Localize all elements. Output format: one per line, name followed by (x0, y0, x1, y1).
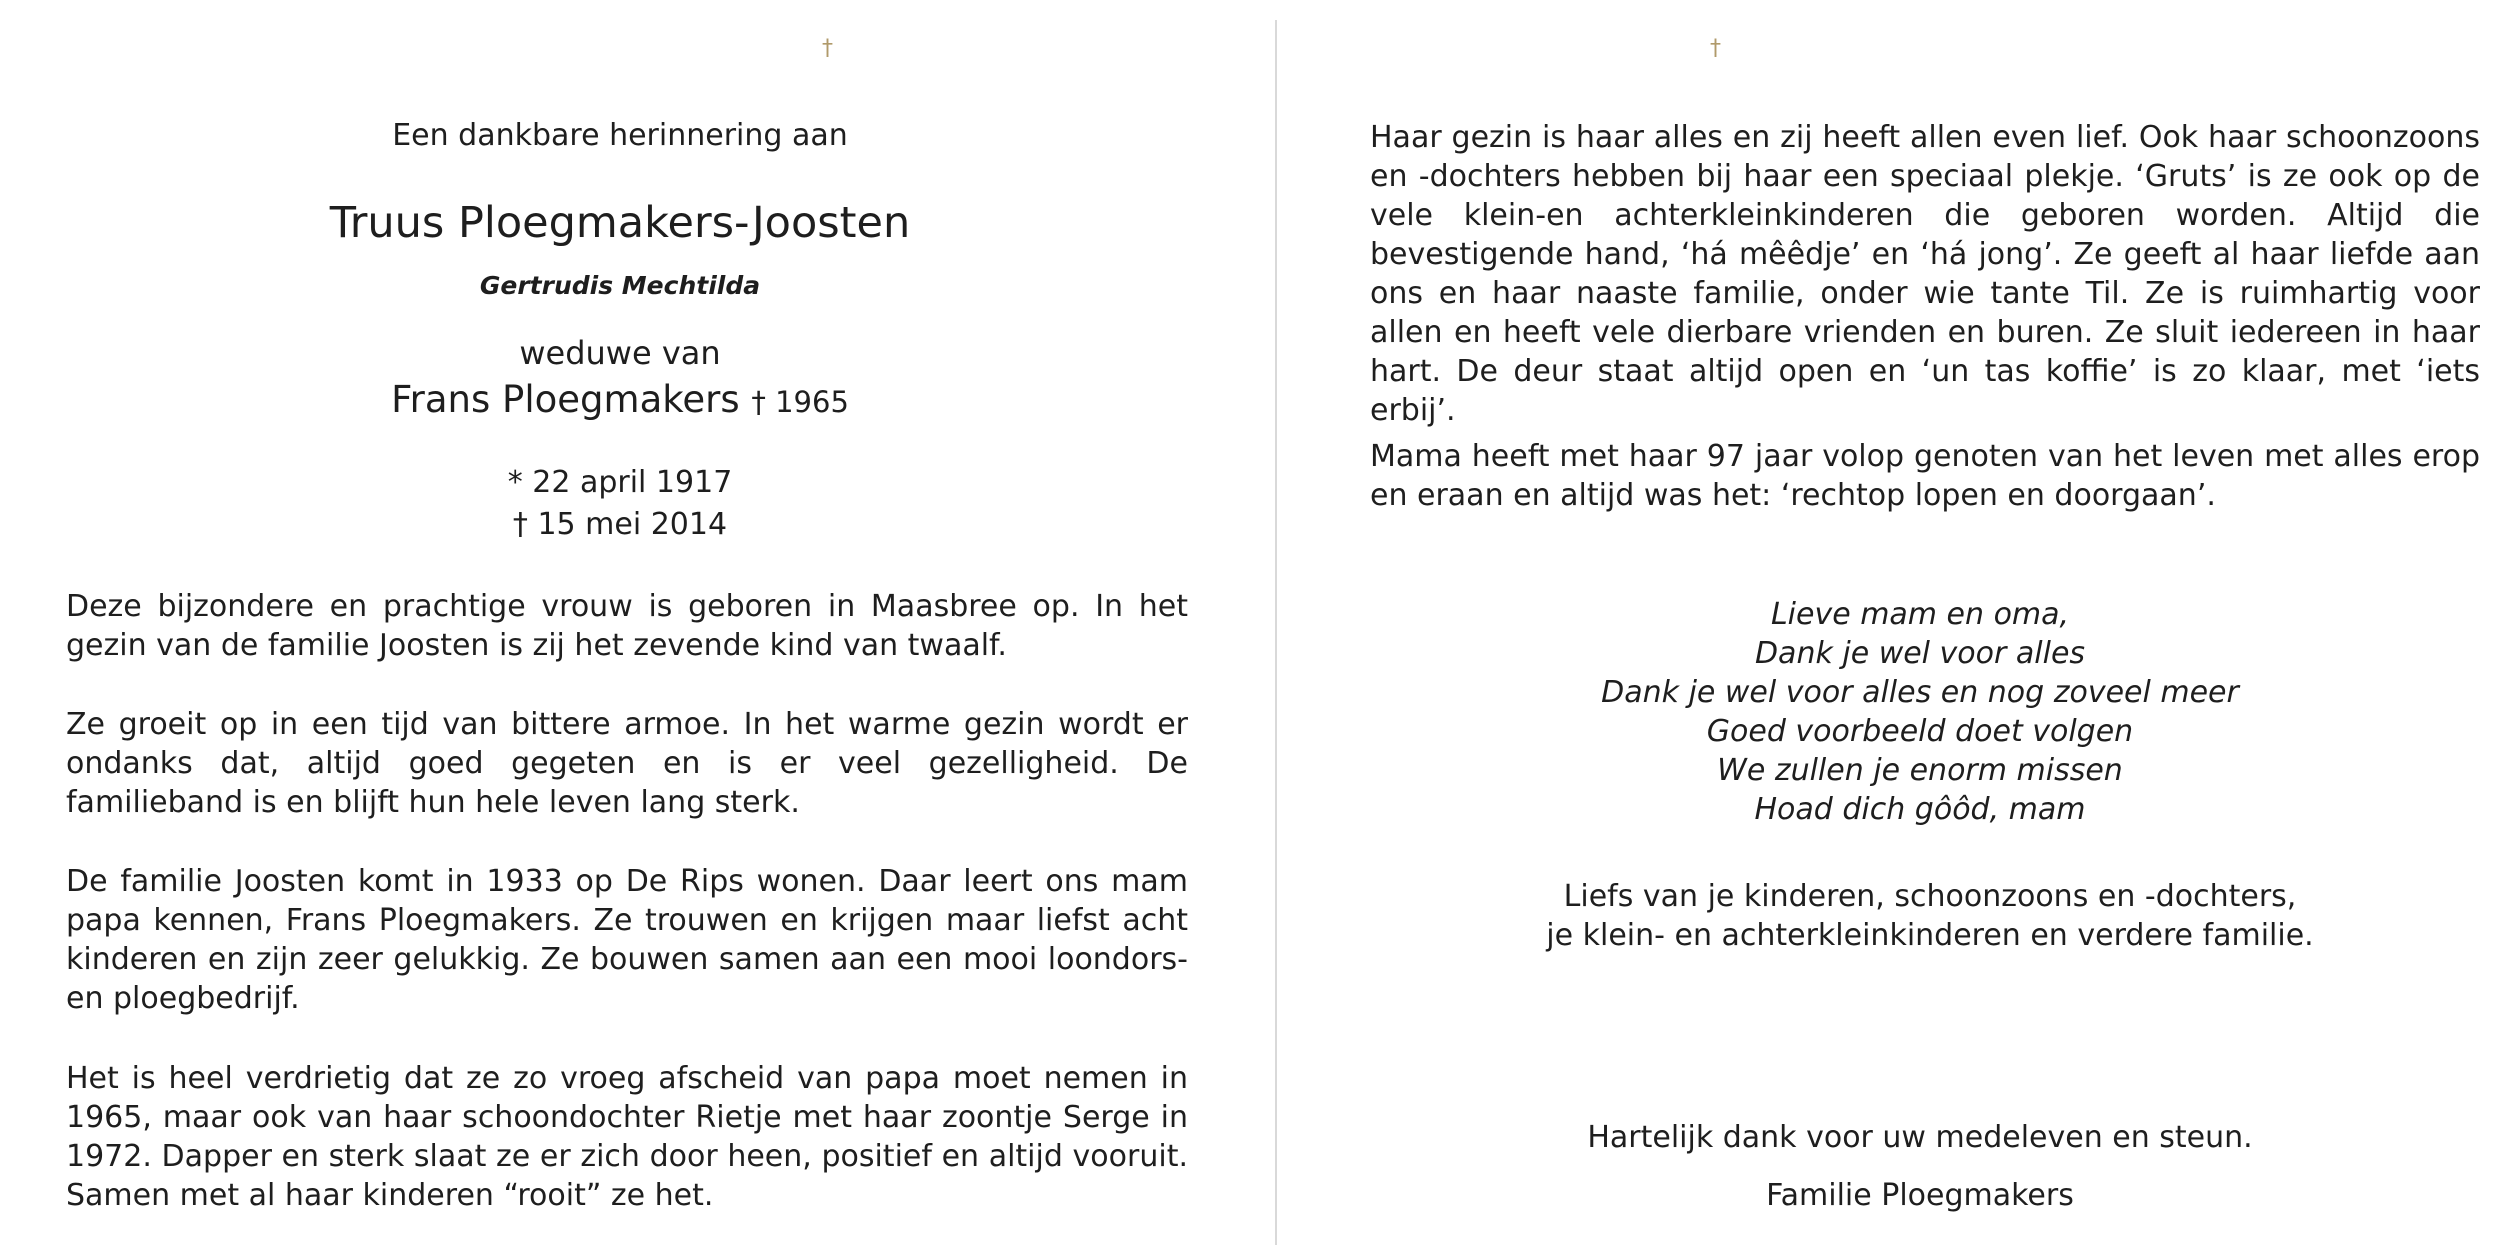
poem-line: Hoad dich gôôd, mam (1754, 792, 2086, 827)
life-dates (330, 462, 910, 546)
biography-paragraph: Deze bijzondere en prachtige vrouw is geboren in Maasbree op. In het gezin van de familie Joosten is zij het zevende kind van twaalf. (66, 589, 1188, 663)
closing-line: je klein- en achterkleinkinderen en verdere familie. (1546, 918, 2314, 953)
given-names: Gertrudis Mechtilda (479, 271, 761, 300)
biography-paragraph: Haar gezin is haar alles en zij heeft allen even lief. Ook haar schoonzoons en -dochters hebben bij haar een speciaal plekje. ‘Gruts’ is ze ook op de vele klein-en achterkleinkinderen die geboren worden. Altijd die bevestigende hand, ‘há mêêdje’ en ‘há jong’. Ze geeft al haar liefde aan ons en haar naaste familie, onder wie tante Til. Ze is ruimhartig voor allen en heeft vele dierbare vrienden en buren. Ze sluit iedereen in haar hart. De deur staat altijd open en ‘un tas koffie’ is zo klaar, met ‘iets erbij’. (1370, 120, 2480, 428)
husband-death-year: † 1965 (751, 385, 849, 419)
biography-paragraph: Mama heeft met haar 97 jaar volop genoten van het leven met alles erop en eraan en altijd was het: ‘rechtop lopen en doorgaan’. (1370, 439, 2480, 513)
poem-line: Lieve mam en oma, (1770, 597, 2070, 632)
cross-icon: † (1710, 36, 1721, 61)
biography-paragraph: Ze groeit op in een tijd van bittere armoe. In het warme gezin wordt er ondanks dat, altijd goed gegeten en is er veel gezelligheid. De familieband is en blijft hun hele leven lang sterk. (66, 707, 1188, 820)
closing-message (1380, 877, 2480, 955)
deceased-name: Truus Ploegmakers-Joosten (329, 198, 911, 248)
right-page (1280, 0, 2499, 1254)
poem (1580, 595, 2260, 829)
thanks-line: Hartelijk dank voor uw medeleven en steun. (1587, 1120, 2253, 1155)
husband-line (180, 378, 1060, 421)
biography-paragraph: Het is heel verdrietig dat ze zo vroeg afscheid van papa moet nemen in 1965, maar ook van haar schoondochter Rietje met haar zoontje Serge in 1972. Dapper en sterk slaat ze er zich door heen, positief en altijd vooruit. Samen met al haar kinderen “rooit” ze het. (66, 1061, 1188, 1213)
poem-line: We zullen je enorm missen (1717, 753, 2123, 788)
poem-line: Dank je wel voor alles en nog zoveel meer (1601, 675, 2239, 710)
poem-line: Dank je wel voor alles (1754, 636, 2086, 671)
intro-line: Een dankbare herinnering aan (392, 118, 848, 153)
closing-line: Liefs van je kinderen, schoonzoons en -dochters, (1563, 879, 2297, 914)
birth-date: * 22 april 1917 (507, 465, 733, 500)
family-signature: Familie Ploegmakers (1766, 1178, 2074, 1213)
widow-of-label: weduwe van (519, 334, 721, 372)
death-date: † 15 mei 2014 (512, 507, 728, 542)
page-fold-divider (1275, 20, 1277, 1245)
poem-line: Goed voorbeeld doet volgen (1706, 714, 2134, 749)
cross-icon: † (822, 36, 833, 61)
biography-paragraph: De familie Joosten komt in 1933 op De Rips wonen. Daar leert ons mam papa kennen, Frans Ploegmakers. Ze trouwen en krijgen maar liefst acht kinderen en zijn zeer gelukkig. Ze bouwen samen aan een mooi loondors- en ploegbedrijf. (66, 864, 1188, 1016)
husband-name: Frans Ploegmakers (391, 378, 740, 421)
